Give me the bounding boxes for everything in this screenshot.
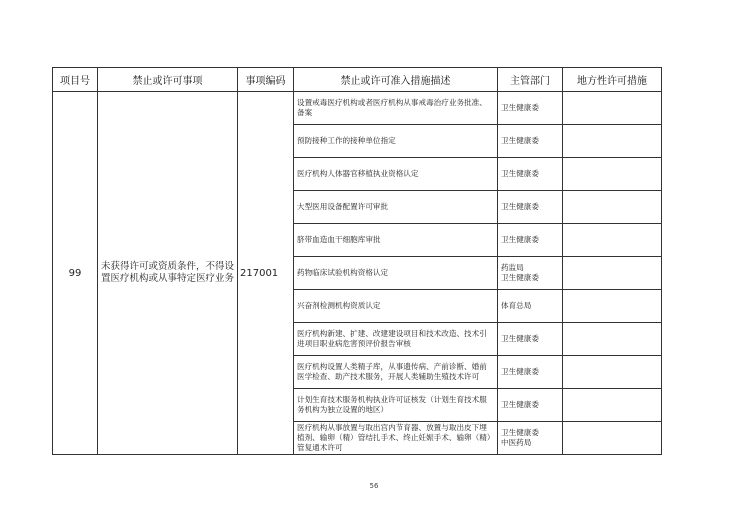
department-name: 卫生健康委 xyxy=(501,367,539,376)
department-cell xyxy=(498,125,563,158)
department-name: 卫生健康委 xyxy=(501,169,539,178)
department-cell xyxy=(498,257,563,290)
measure-description: 医疗机构设置人类精子库，从事遗传病、产前诊断、婚前医学检查、助产技术服务，开展人类辅助生殖技术许可 xyxy=(294,356,498,389)
department-cell xyxy=(498,389,563,422)
department-cell xyxy=(498,290,563,323)
header-desc: 禁止或许可准入措施描述 xyxy=(294,68,498,92)
header-item: 禁止或许可事项 xyxy=(98,68,238,92)
record-id: 99 xyxy=(53,92,98,455)
measure-description: 脐带血造血干细胞库审批 xyxy=(294,224,498,257)
header-row xyxy=(53,68,662,92)
local-measure-cell xyxy=(563,191,662,224)
header-code: 事项编码 xyxy=(238,68,294,92)
local-measure-cell xyxy=(563,290,662,323)
department-cell xyxy=(498,92,563,125)
permit-table xyxy=(52,67,662,455)
measure-description: 预防接种工作的接种单位指定 xyxy=(294,125,498,158)
measure-description: 大型医用设备配置许可审批 xyxy=(294,191,498,224)
local-measure-cell xyxy=(563,356,662,389)
measure-description: 医疗机构新建、扩建、改建建设项目和技术改造、技术引进项目职业病危害预评价报告审核 xyxy=(294,323,498,356)
department-name: 卫生健康委 xyxy=(501,400,539,409)
page-number: 56 xyxy=(369,482,379,490)
department-cell xyxy=(498,191,563,224)
department-name: 中医药局 xyxy=(501,438,532,447)
department-cell xyxy=(498,158,563,191)
table-row xyxy=(53,92,662,125)
measure-description: 兴奋剂检测机构资质认定 xyxy=(294,290,498,323)
local-measure-cell xyxy=(563,323,662,356)
department-name: 卫生健康委 xyxy=(501,136,539,145)
local-measure-cell xyxy=(563,125,662,158)
header-id: 项目号 xyxy=(53,68,98,92)
department-name: 卫生健康委 xyxy=(501,103,539,112)
measure-description: 医疗机构人体器官移植执业资格认定 xyxy=(294,158,498,191)
measure-description: 计划生育技术服务机构执业许可证核发（计划生育技术服务机构为独立设置的地区） xyxy=(294,389,498,422)
record-item: 未获得许可或资质条件，不得设置医疗机构或从事特定医疗业务 xyxy=(98,92,238,455)
department-name: 卫生健康委 xyxy=(501,235,539,244)
department-name: 卫生健康委 xyxy=(501,334,539,343)
department-cell xyxy=(498,422,563,455)
header-dept: 主管部门 xyxy=(498,68,563,92)
department-name: 体育总局 xyxy=(501,301,532,310)
department-name: 药监局 xyxy=(501,263,524,272)
department-name: 卫生健康委 xyxy=(501,202,539,211)
local-measure-cell xyxy=(563,158,662,191)
local-measure-cell xyxy=(563,257,662,290)
department-cell xyxy=(498,356,563,389)
local-measure-cell xyxy=(563,422,662,455)
local-measure-cell xyxy=(563,389,662,422)
header-local: 地方性许可措施 xyxy=(563,68,662,92)
department-cell xyxy=(498,224,563,257)
local-measure-cell xyxy=(563,224,662,257)
measure-description: 医疗机构从事放置与取出宫内节育器、放置与取出皮下埋植剂、输卵（精）管结扎手术、终止妊娠手术、输卵（精）管复通术许可 xyxy=(294,422,498,455)
measure-description: 药物临床试验机构资格认定 xyxy=(294,257,498,290)
local-measure-cell xyxy=(563,92,662,125)
measure-description: 设置戒毒医疗机构或者医疗机构从事戒毒治疗业务批准、备案 xyxy=(294,92,498,125)
department-name: 卫生健康委 xyxy=(501,273,539,282)
record-code: 217001 xyxy=(238,92,294,455)
department-name: 卫生健康委 xyxy=(501,428,539,437)
department-cell xyxy=(498,323,563,356)
